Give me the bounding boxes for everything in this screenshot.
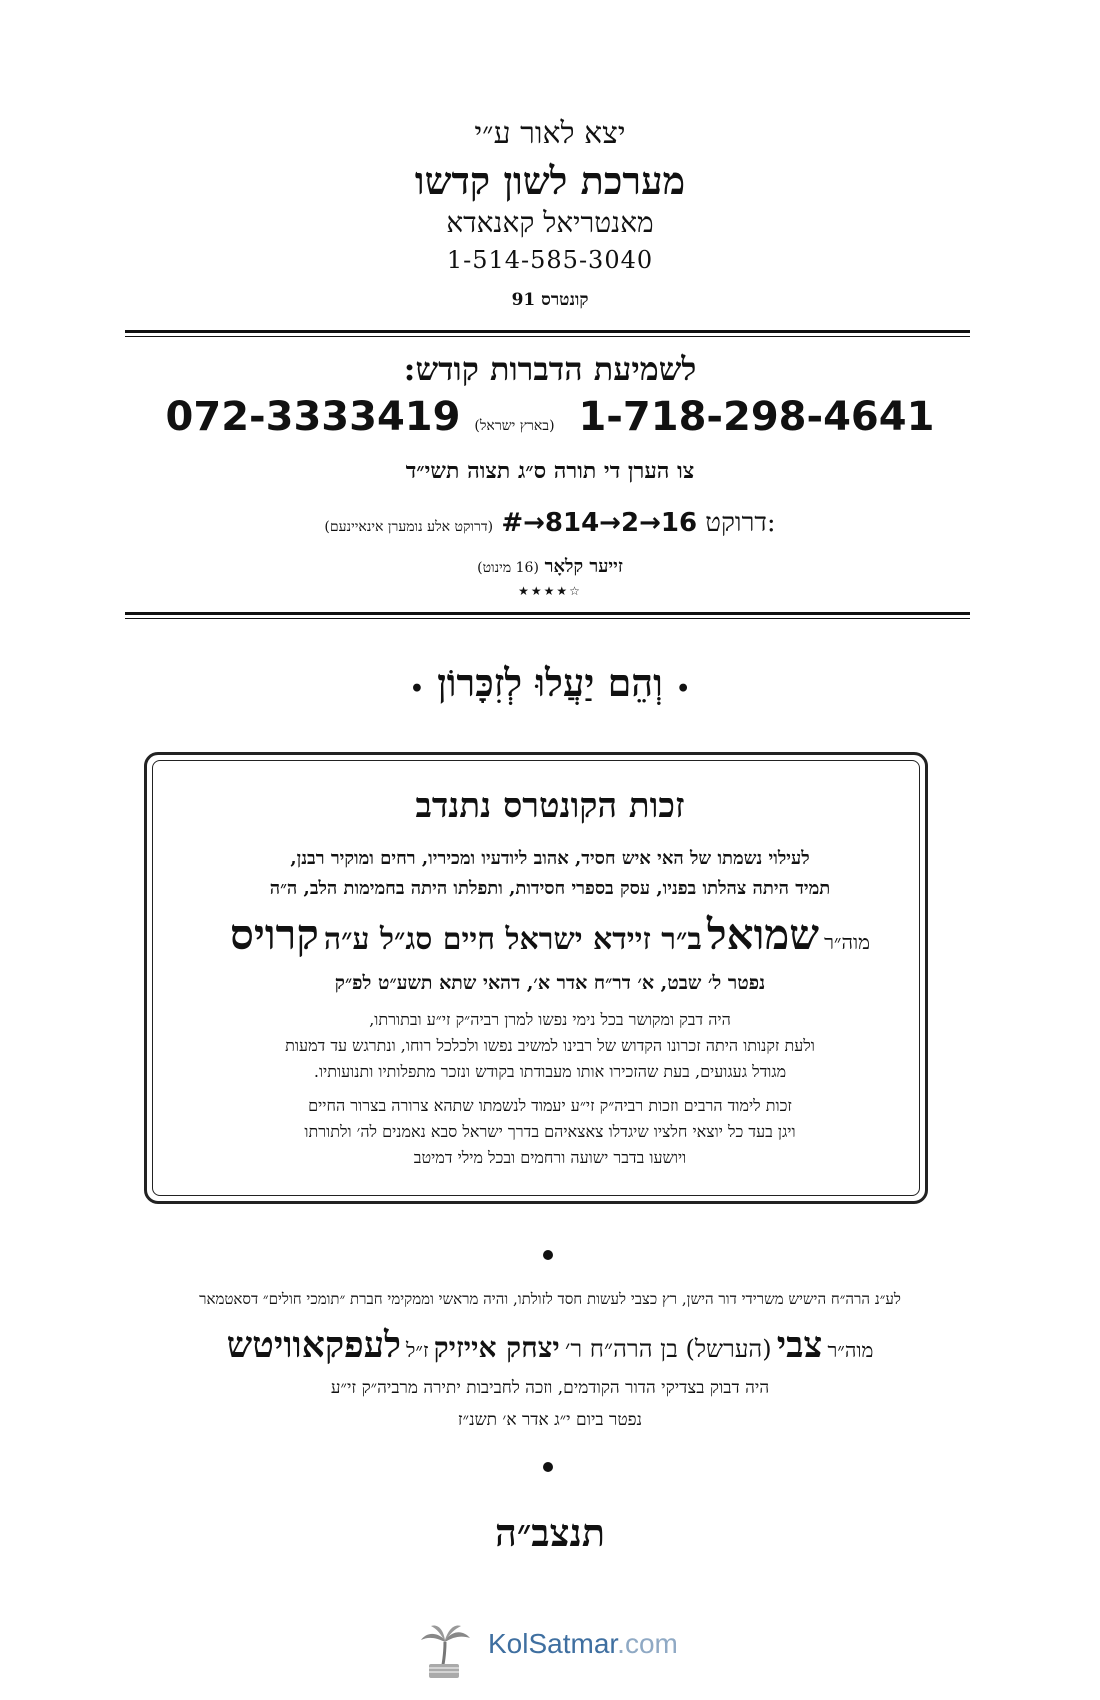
site-name-tld: .com xyxy=(617,1628,678,1659)
memorial-title-text: וְהֵם יַעֲלוּ לְזִכָּרוֹן xyxy=(437,660,663,705)
second-memorial-passed: נפטר ביום י״ג אדר א׳ תשנ״ז xyxy=(457,1410,643,1430)
booklet-number: קונטרס 91 xyxy=(511,290,589,310)
duration-clear: זייער קלאָר xyxy=(544,556,623,577)
second-family-name: לעפקאוויטש xyxy=(226,1324,401,1366)
dedication-line-2: תמיד היתה צהלתו בפניו, עסק בספרי חסידות, ותפלתו היתה בחמימות הלב, ה״ה xyxy=(269,878,831,899)
blessing-line-2: ויגן בעד כל יוצאי חלציו שיגדלו צאצאיהם בדרך ישראל סבא נאמנים לה׳ ולתורתו xyxy=(304,1122,796,1141)
press-line xyxy=(0,508,1100,538)
divider-mid-thin xyxy=(125,618,970,619)
press-note: (דרוקט אלע נומערן אינאיינעם) xyxy=(324,519,494,535)
phone-israel: 072-3333419 xyxy=(165,394,461,440)
torah-subtitle: צו הערן די תורה ס״ג תצוה תשי״ד xyxy=(405,458,695,484)
honoree-prefix: מוה״ר xyxy=(824,930,870,954)
memorial-title xyxy=(0,660,1100,706)
duration-line xyxy=(0,556,1100,577)
tribute-line-1: היה דבק ומקושר בכל נימי נפשו למרן רביה״ק זי״ע ובתורתו, xyxy=(369,1010,731,1029)
site-name[interactable] xyxy=(488,1628,678,1660)
press-sequence: #→814→2→16 xyxy=(501,508,698,538)
tribute-line-3: מגודל געגועים, בעת שהזכירו אותו מעבודתו בקודש ונזכר מתפלותיו ותנועותיו. xyxy=(313,1062,787,1081)
honoree-name-line xyxy=(0,910,1100,960)
honoree-first-name: שמואל xyxy=(706,910,819,959)
bullet-left: • xyxy=(409,676,424,702)
duration-note: (16 מינוט) xyxy=(477,560,539,576)
rating-stars: ★★★★☆ xyxy=(518,584,582,598)
bullet-right: • xyxy=(676,676,691,702)
israel-note: (בארץ ישראל) xyxy=(474,418,555,434)
second-memorial-intro: לע״נ הרה״ח הישיש משרידי דור הישן, רץ כצבי לעשות חסד לזולתו, והיה מראשי וממקימי חברת ״תומכי חולים״ דסאטמאר xyxy=(199,1290,901,1308)
honoree-father: ב״ר זיידא ישראל חיים סג״ל ע״ה xyxy=(323,922,702,957)
phone-us: 1-718-298-4641 xyxy=(578,394,935,440)
honoree-family-name: קרויס xyxy=(230,910,319,959)
contact-phone: 1-514-585-3040 xyxy=(446,246,654,274)
org-name: מערכת לשון קדשו xyxy=(414,158,686,203)
tribute-line-2: ולעת זקנותו היתה זכרונו הקדוש של רבינו למשיב נפשו ולכלכל רוחו, ונתרגש עד דמעות xyxy=(285,1036,815,1055)
divider-top xyxy=(125,330,970,333)
second-prefix: מוה״ר xyxy=(827,1338,874,1362)
blessing-line-3: ויושעו בדבר ישועה ורחמים ובכל מילי דמיטב xyxy=(413,1148,687,1167)
honoree-passed: נפטר ל׳ שבט, א׳ דר״ח אדר א׳, דהאי שתא תשע״ט לפ״ק xyxy=(334,972,766,994)
second-zl: ז״ל xyxy=(406,1338,429,1362)
blessing-line-1: זכות לימוד הרבים וזכות רביה״ק זי״ע יעמוד לנשמתו שתהא צרורה בצרור החיים xyxy=(308,1096,792,1115)
dedication-line-1: לעילוי נשמתו של האי איש חסיד, אהוב ליודעיו ומכיריו, רחים ומוקיר רבנן, xyxy=(290,848,810,869)
second-name-line xyxy=(0,1324,1100,1366)
divider-mid xyxy=(125,612,970,615)
city: מאנטריאל קאנאדא xyxy=(446,206,654,239)
second-father: יצחק אייזיק xyxy=(433,1331,560,1364)
dedication-heading: זכות הקונטרס נתנדב xyxy=(415,786,685,826)
listen-title: לשמיעת הדברות קודש: xyxy=(403,350,697,388)
closing-tnzbh: תנצב״ה xyxy=(494,1510,606,1555)
separator-dot-1 xyxy=(543,1250,553,1260)
second-memorial-line-3: היה דבוק בצדיקי הדור הקודמים, וזכה לחביבות יתירה מרביה״ק זי״ע xyxy=(330,1378,770,1398)
separator-dot-2 xyxy=(543,1462,553,1472)
divider-top-thin xyxy=(125,336,970,337)
palm-tree-icon xyxy=(415,1620,475,1680)
site-name-main: KolSatmar xyxy=(488,1628,618,1659)
phone-line xyxy=(0,394,1100,440)
second-first-name: צבי xyxy=(776,1324,823,1366)
second-mid: (הערשל) בן הרה״ח ר׳ xyxy=(564,1335,772,1363)
published-by: יצא לאור ע״י xyxy=(474,116,626,151)
press-label: דרוקט: xyxy=(705,508,776,538)
